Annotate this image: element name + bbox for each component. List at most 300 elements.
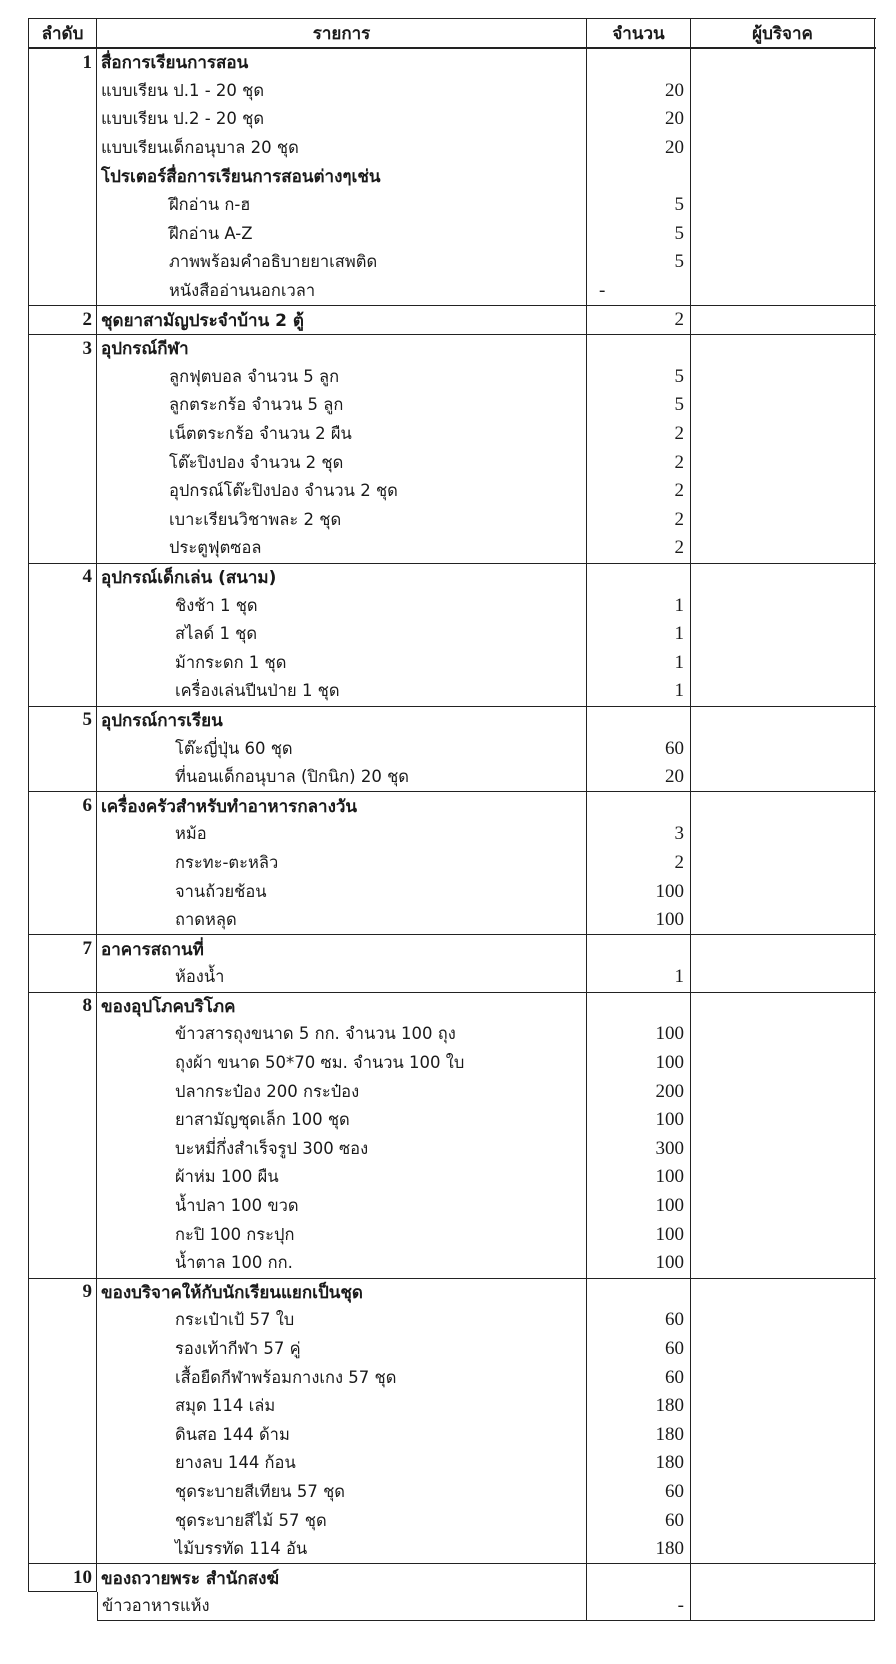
number-cell (28, 677, 97, 706)
donor-cell (691, 335, 875, 363)
qty-cell: - (587, 277, 691, 306)
section-title (97, 335, 587, 363)
item-label: กะปิ 100 กระปุก (175, 1224, 295, 1244)
item-label: ลูกฟุตบอล จำนวน 5 ลูก (169, 366, 340, 386)
item-cell (97, 448, 587, 477)
donor-cell (691, 1077, 875, 1106)
table-row (28, 1020, 876, 1049)
qty-cell: 100 (587, 1020, 691, 1049)
number-cell (28, 1249, 97, 1278)
item-cell (97, 363, 587, 392)
number-cell (28, 620, 97, 649)
number-cell (28, 591, 97, 620)
qty-cell: 100 (587, 1163, 691, 1192)
number-cell (28, 877, 97, 906)
item-cell (97, 1421, 587, 1450)
qty-cell: 60 (587, 1335, 691, 1364)
item-cell (97, 220, 587, 249)
donor-cell (691, 849, 875, 878)
donor-cell (691, 963, 875, 992)
table-row (28, 648, 876, 677)
number-cell (28, 277, 97, 306)
table-row (28, 1363, 876, 1392)
item-cell (97, 1106, 587, 1135)
section-title-text: อาคารสถานที่ (101, 939, 204, 960)
section-title-text: เครื่องครัวสำหรับทำอาหารกลางวัน (101, 796, 358, 817)
number-cell (28, 906, 97, 935)
qty-cell: 5 (587, 391, 691, 420)
item-cell (97, 1335, 587, 1364)
table-row (28, 534, 876, 563)
section-number: 8 (28, 993, 97, 1021)
item-label: ชุดระบายสีไม้ 57 ชุด (175, 1510, 327, 1530)
donor-cell (691, 1564, 875, 1592)
item-label: ไม้บรรทัด 114 อัน (175, 1539, 308, 1559)
item-label: ที่นอนเด็กอนุบาล (ปิกนิก) 20 ชุด (175, 767, 409, 787)
section-title (97, 935, 587, 963)
item-cell (97, 162, 587, 191)
section-title-row (28, 334, 876, 363)
number-cell (28, 363, 97, 392)
number-cell (28, 220, 97, 249)
table-row (28, 734, 876, 763)
qty-cell: 2 (587, 506, 691, 535)
qty-cell: 100 (587, 1049, 691, 1078)
section-title (97, 49, 587, 77)
number-cell (28, 1392, 97, 1421)
donor-cell (691, 477, 875, 506)
qty-cell: 2 (587, 477, 691, 506)
item-cell (97, 648, 587, 677)
section-qty (587, 935, 691, 963)
table-row (28, 1449, 876, 1478)
number-cell (28, 1135, 97, 1164)
table-row (28, 448, 876, 477)
qty-cell: 5 (587, 191, 691, 220)
item-label: น้ำปลา 100 ขวด (175, 1196, 299, 1216)
number-cell (28, 763, 97, 792)
item-label: ฝึกอ่าน ก-ฮ (169, 195, 251, 215)
donor-cell (691, 1049, 875, 1078)
item-cell (97, 734, 587, 763)
donation-table (28, 18, 876, 1621)
number-cell (28, 648, 97, 677)
item-label: ชุดระบายสีเทียน 57 ชุด (175, 1481, 345, 1501)
qty-cell: 100 (587, 877, 691, 906)
table-row (28, 1163, 876, 1192)
qty-cell: 20 (587, 134, 691, 163)
donor-cell (691, 1135, 875, 1164)
section-title-row (28, 48, 876, 77)
qty-cell: 300 (587, 1135, 691, 1164)
item-label: ลูกตระกร้อ จำนวน 5 ลูก (169, 395, 344, 415)
section-title-text: อุปกรณ์กีฬา (101, 339, 189, 360)
table-row (28, 877, 876, 906)
donor-cell (691, 277, 875, 306)
item-cell (97, 1249, 587, 1278)
item-cell (97, 1020, 587, 1049)
item-label: หม้อ (175, 824, 207, 844)
number-cell (28, 1363, 97, 1392)
item-label: รองเท้ากีฬา 57 คู่ (175, 1339, 301, 1359)
item-cell (97, 1192, 587, 1221)
number-cell (28, 1421, 97, 1450)
table-row (28, 162, 876, 191)
table-row (28, 134, 876, 163)
qty-cell: 20 (587, 77, 691, 106)
item-cell (97, 1449, 587, 1478)
table-header (28, 18, 876, 48)
donor-cell (691, 134, 875, 163)
donor-cell (691, 792, 875, 820)
item-cell (97, 1506, 587, 1535)
item-label: ยาสามัญชุดเล็ก 100 ชุด (175, 1110, 350, 1130)
donor-cell (691, 877, 875, 906)
donor-cell (691, 77, 875, 106)
number-cell (28, 1306, 97, 1335)
item-label: แบบเรียน ป.2 - 20 ชุด (101, 109, 265, 129)
item-label: ม้ากระดก 1 ชุด (175, 652, 287, 672)
item-cell (97, 763, 587, 792)
number-cell (28, 77, 97, 106)
qty-cell: 5 (587, 220, 691, 249)
qty-cell: 200 (587, 1077, 691, 1106)
number-cell (28, 1592, 97, 1621)
number-cell (28, 1335, 97, 1364)
donor-cell (691, 1192, 875, 1221)
qty-cell: 5 (587, 248, 691, 277)
item-cell (97, 1135, 587, 1164)
donor-cell (691, 1506, 875, 1535)
qty-cell: 100 (587, 906, 691, 935)
item-label: เบาะเรียนวิชาพละ 2 ชุด (169, 509, 342, 529)
section-title-text: อุปกรณ์การเรียน (101, 710, 223, 731)
item-label: ประตูฟุตซอล (169, 538, 262, 558)
donor-cell (691, 1421, 875, 1450)
section-title-text: ของถวายพระ สำนักสงฆ์ (101, 1568, 279, 1589)
table-row (28, 1592, 876, 1621)
section-title-row (28, 1278, 876, 1307)
donor-cell (691, 993, 875, 1021)
item-cell (97, 1077, 587, 1106)
number-cell (28, 1049, 97, 1078)
item-cell (97, 248, 587, 277)
qty-cell: 100 (587, 1249, 691, 1278)
qty-cell: 180 (587, 1392, 691, 1421)
section-qty (587, 49, 691, 77)
item-label: แบบเรียน ป.1 - 20 ชุด (101, 80, 265, 100)
item-label: ถุงผ้า ขนาด 50*70 ซม. จำนวน 100 ใบ (175, 1053, 465, 1073)
item-label: ยางลบ 144 ก้อน (175, 1453, 296, 1473)
section-title-text: อุปกรณ์เด็กเล่น (สนาม) (101, 567, 277, 588)
table-row (28, 506, 876, 535)
number-cell (28, 734, 97, 763)
item-label: เสื้อยืดกีฬาพร้อมกางเกง 57 ชุด (175, 1367, 397, 1387)
item-cell (97, 1592, 587, 1621)
item-label: กระเป๋าเป้ 57 ใบ (175, 1310, 295, 1330)
section-title-text: สื่อการเรียนการสอน (101, 53, 249, 74)
table-row (28, 277, 876, 306)
qty-cell: 100 (587, 1220, 691, 1249)
section-number: 5 (28, 707, 97, 735)
number-cell (28, 849, 97, 878)
item-label: ผ้าห่ม 100 ผืน (175, 1167, 279, 1187)
qty-cell: 2 (587, 420, 691, 449)
qty-cell: 1 (587, 648, 691, 677)
item-cell (97, 391, 587, 420)
item-cell (97, 1220, 587, 1249)
section-number: 7 (28, 935, 97, 963)
table-row (28, 1306, 876, 1335)
item-label: เครื่องเล่นปีนป่าย 1 ชุด (175, 681, 340, 701)
item-label: บะหมี่กึ่งสำเร็จรูป 300 ซอง (175, 1138, 369, 1158)
donor-cell (691, 1106, 875, 1135)
donor-cell (691, 391, 875, 420)
number-cell (28, 448, 97, 477)
item-label: กระทะ-ตะหลิว (175, 852, 279, 872)
section-qty (587, 993, 691, 1021)
number-cell (28, 820, 97, 849)
number-cell (28, 191, 97, 220)
qty-cell: 180 (587, 1421, 691, 1450)
number-cell (28, 1506, 97, 1535)
qty-cell: 2 (587, 534, 691, 563)
donor-cell (691, 363, 875, 392)
qty-cell: 1 (587, 620, 691, 649)
item-label: หนังสืออ่านนอกเวลา (169, 281, 316, 301)
donor-cell (691, 734, 875, 763)
section-qty: 2 (587, 306, 691, 334)
item-cell (97, 420, 587, 449)
item-label: เน็ตตระกร้อ จำนวน 2 ผืน (169, 424, 352, 444)
table-row (28, 1077, 876, 1106)
donor-cell (691, 220, 875, 249)
item-cell (97, 963, 587, 992)
section-number: 6 (28, 792, 97, 820)
number-cell (28, 105, 97, 134)
number-cell (28, 1163, 97, 1192)
donor-cell (691, 620, 875, 649)
donor-cell (691, 1478, 875, 1507)
number-cell (28, 1478, 97, 1507)
item-cell (97, 849, 587, 878)
table-row (28, 849, 876, 878)
item-cell (97, 1392, 587, 1421)
section-qty (587, 1279, 691, 1307)
donor-cell (691, 1020, 875, 1049)
item-label: โปรเตอร์สื่อการเรียนการสอนต่างๆเช่น (101, 167, 381, 188)
donor-cell (691, 1392, 875, 1421)
section-title-row (28, 1563, 876, 1592)
qty-cell: 1 (587, 677, 691, 706)
item-cell (97, 477, 587, 506)
section-title-row (28, 934, 876, 963)
qty-cell (587, 162, 691, 191)
qty-cell: 60 (587, 1478, 691, 1507)
section-qty (587, 792, 691, 820)
qty-cell: 60 (587, 734, 691, 763)
qty-cell: 100 (587, 1106, 691, 1135)
qty-cell: 100 (587, 1192, 691, 1221)
item-cell (97, 620, 587, 649)
item-cell (97, 277, 587, 306)
table-row (28, 1135, 876, 1164)
donor-cell (691, 162, 875, 191)
qty-cell: 60 (587, 1506, 691, 1535)
section-title (97, 1279, 587, 1307)
donor-cell (691, 1449, 875, 1478)
section-number: 3 (28, 335, 97, 363)
donor-cell (691, 49, 875, 77)
donor-cell (691, 1249, 875, 1278)
qty-cell: 180 (587, 1449, 691, 1478)
number-cell (28, 477, 97, 506)
number-cell (28, 248, 97, 277)
table-row (28, 105, 876, 134)
donor-cell (691, 191, 875, 220)
section-title-row (28, 992, 876, 1021)
section-title-text: ของบริจาคให้กับนักเรียนแยกเป็นชุด (101, 1282, 363, 1303)
section-number: 2 (28, 306, 97, 334)
section-title (97, 792, 587, 820)
donor-cell (691, 248, 875, 277)
section-title (97, 564, 587, 592)
donor-cell (691, 420, 875, 449)
number-cell (28, 420, 97, 449)
item-label: ห้องน้ำ (175, 967, 225, 987)
item-label: ถาดหลุด (175, 910, 237, 930)
table-row (28, 677, 876, 706)
table-row (28, 363, 876, 392)
item-label: ดินสอ 144 ด้าม (175, 1424, 290, 1444)
section-title (97, 993, 587, 1021)
item-label: ภาพพร้อมคำอธิบายยาเสพติด (169, 252, 378, 272)
donor-cell (691, 306, 875, 334)
item-cell (97, 191, 587, 220)
item-label: โต๊ะปิงปอง จำนวน 2 ชุด (169, 452, 344, 472)
table-row (28, 1506, 876, 1535)
section-qty (587, 1564, 691, 1592)
item-label: ชิงช้า 1 ชุด (175, 595, 258, 615)
item-cell (97, 1478, 587, 1507)
qty-cell: 3 (587, 820, 691, 849)
donor-cell (691, 820, 875, 849)
item-cell (97, 820, 587, 849)
number-cell (28, 134, 97, 163)
table-row (28, 906, 876, 935)
section-title-text: ของอุปโภคบริโภค (101, 996, 236, 1017)
table-row (28, 1106, 876, 1135)
item-cell (97, 105, 587, 134)
donor-cell (691, 707, 875, 735)
donor-cell (691, 677, 875, 706)
donor-cell (691, 1279, 875, 1307)
donor-cell (691, 105, 875, 134)
item-label: สไลด์ 1 ชุด (175, 624, 258, 644)
section-number: 10 (28, 1564, 97, 1592)
item-cell (97, 1306, 587, 1335)
donor-cell (691, 1163, 875, 1192)
item-cell (97, 591, 587, 620)
item-cell (97, 77, 587, 106)
table-row (28, 1535, 876, 1564)
donor-cell (691, 1306, 875, 1335)
table-row (28, 77, 876, 106)
table-row (28, 763, 876, 792)
table-row (28, 1249, 876, 1278)
qty-cell: 60 (587, 1306, 691, 1335)
section-title (97, 306, 587, 334)
donor-cell (691, 1363, 875, 1392)
item-label: ฝึกอ่าน A-Z (169, 223, 253, 243)
table-row (28, 191, 876, 220)
section-title-row (28, 305, 876, 334)
qty-cell: 2 (587, 849, 691, 878)
donor-cell (691, 564, 875, 592)
table-row (28, 420, 876, 449)
item-label: น้ำตาล 100 กก. (175, 1253, 293, 1273)
number-cell (28, 1106, 97, 1135)
item-cell (97, 677, 587, 706)
item-label: ข้าวอาหารแห้ง (102, 1595, 210, 1615)
number-cell (28, 1220, 97, 1249)
donor-cell (691, 935, 875, 963)
table-row (28, 591, 876, 620)
qty-cell: 20 (587, 763, 691, 792)
item-label: อุปกรณ์โต๊ะปิงปอง จำนวน 2 ชุด (169, 481, 398, 501)
section-title-row (28, 563, 876, 592)
number-cell (28, 1020, 97, 1049)
table-row (28, 1049, 876, 1078)
section-number: 1 (28, 49, 97, 77)
table-row (28, 963, 876, 992)
number-cell (28, 1077, 97, 1106)
item-label: ข้าวสารถุงขนาด 5 กก. จำนวน 100 ถุง (175, 1024, 456, 1044)
item-label: จานถ้วยช้อน (175, 881, 267, 901)
header-donor: ผู้บริจาค (691, 19, 875, 47)
table-row (28, 820, 876, 849)
number-cell (28, 162, 97, 191)
item-cell (97, 1535, 587, 1564)
donor-cell (691, 648, 875, 677)
donor-cell (691, 1220, 875, 1249)
section-title (97, 1564, 587, 1592)
table-row (28, 248, 876, 277)
item-cell (97, 906, 587, 935)
qty-cell: 2 (587, 448, 691, 477)
number-cell (28, 534, 97, 563)
donor-cell (691, 506, 875, 535)
section-number: 9 (28, 1279, 97, 1307)
donor-cell (691, 1335, 875, 1364)
table-row (28, 1335, 876, 1364)
item-cell (97, 877, 587, 906)
number-cell (28, 1192, 97, 1221)
table-row (28, 477, 876, 506)
header-no: ลำดับ (28, 19, 97, 47)
item-cell (97, 134, 587, 163)
section-title-row (28, 791, 876, 820)
qty-cell: 20 (587, 105, 691, 134)
qty-cell: 1 (587, 591, 691, 620)
item-label: สมุด 114 เล่ม (175, 1396, 276, 1416)
donor-cell (691, 763, 875, 792)
qty-cell: - (587, 1592, 691, 1621)
donor-cell (691, 1535, 875, 1564)
table-row (28, 1220, 876, 1249)
section-qty (587, 707, 691, 735)
table-row (28, 220, 876, 249)
